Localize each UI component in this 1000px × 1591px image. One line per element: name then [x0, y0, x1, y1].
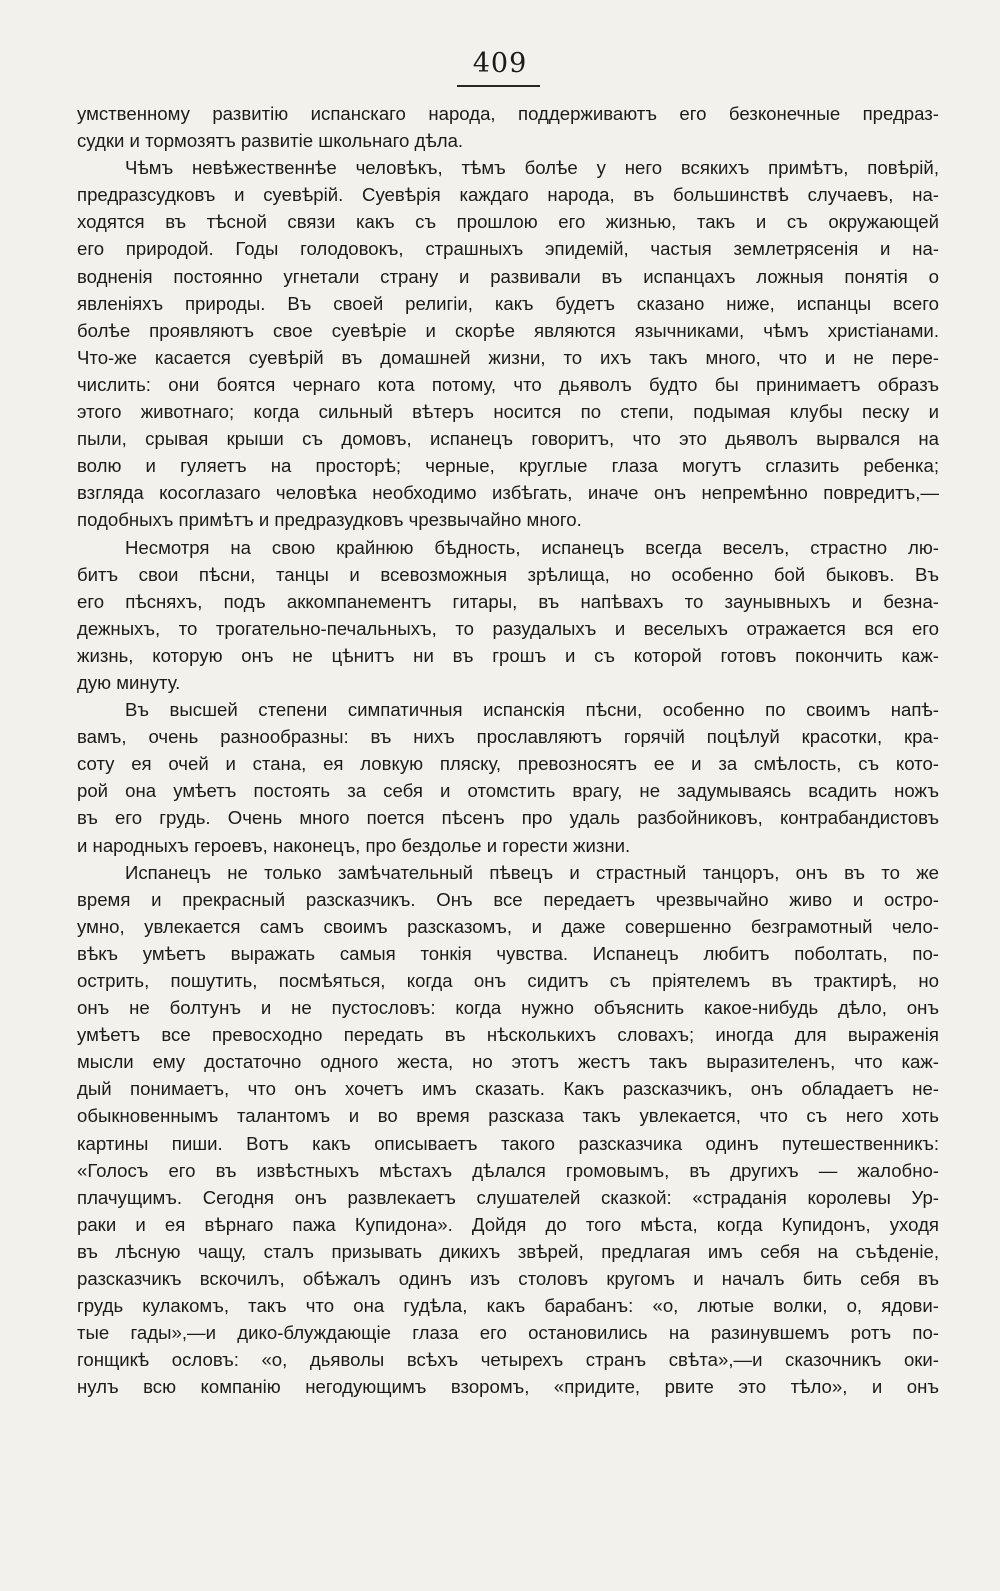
text-line: время и прекрасный разсказчикъ. Онъ все передаетъ чрезвычайно живо и остро-	[77, 888, 939, 910]
text-line: мысли ему достаточно одного жеста, но этотъ жестъ такъ выразителенъ, что каж-	[77, 1051, 939, 1073]
text-line: ходятся въ тѣсной связи какъ съ прошлою его жизнью, такъ и съ окружающей	[77, 211, 939, 233]
text-line: пыли, срывая крыши съ домовъ, испанецъ говоритъ, что это дьяволъ вырвался на	[77, 428, 939, 450]
text-line: жизнь, которую онъ не цѣнитъ ни въ грошъ и съ которой готовъ покончить каж-	[77, 644, 939, 666]
text-line: тые гады»,—и дико-блуждающіе глаза его остановились на разинувшемъ ротъ по-	[77, 1322, 939, 1344]
text-line: въ лѣсную чащу, сталъ призывать дикихъ звѣрей, предлагая имъ себя на съѣденіе,	[77, 1240, 939, 1262]
text-line: Что-же касается суевѣрій въ домашней жизни, то ихъ такъ много, что и не пере-	[77, 346, 939, 368]
text-line: явленіяхъ природы. Въ своей религіи, какъ будетъ сказано ниже, испанцы всего	[77, 292, 939, 314]
text-line: Несмотря на свою крайнюю бѣдность, испанецъ всегда веселъ, страстно лю-	[125, 536, 939, 558]
text-line: дую минуту.	[77, 671, 181, 693]
text-line: разсказчикъ вскочилъ, обѣжалъ одинъ изъ столовъ кругомъ и началъ бить себя въ	[77, 1268, 939, 1290]
text-line: умно, увлекается самъ своимъ разсказомъ, и даже совершенно безграмотный чело-	[77, 915, 939, 937]
text-line: онъ не болтунъ и не пустословъ: когда нужно объяснить какое-нибудь дѣло, онъ	[77, 997, 939, 1019]
text-line: болѣе проявляютъ свое суевѣріе и скорѣе являются язычниками, чѣмъ христіанами.	[77, 319, 939, 341]
text-line: вѣкъ умѣетъ выражать самыя тонкія чувства. Испанецъ любитъ поболтать, по-	[77, 942, 939, 964]
header-rule	[457, 85, 540, 87]
text-line: предразсудковъ и суевѣрій. Суевѣрія каждаго народа, въ большинствѣ случаевъ, на-	[77, 184, 939, 206]
text-line: нулъ всю компанію негодующимъ взоромъ, «придите, рвите это тѣло», и онъ	[77, 1376, 939, 1398]
text-line: этого животнаго; когда сильный вѣтеръ носится по степи, подымая клубы песку и	[77, 401, 939, 423]
text-line: плачущимъ. Сегодня онъ развлекаетъ слушателей сказкой: «страданія королевы Ур-	[77, 1186, 939, 1208]
text-line: въ его грудь. Очень много поется пѣсенъ про удаль разбойниковъ, контрабандистовъ	[77, 807, 939, 829]
text-line: Чѣмъ невѣжественнѣе человѣкъ, тѣмъ болѣе у него всякихъ примѣтъ, повѣрій,	[125, 157, 939, 179]
text-line: битъ свои пѣсни, танцы и всевозможныя зрѣлища, но особенно бой быковъ. Въ	[77, 563, 939, 585]
text-line: рой она умѣетъ постоять за себя и отомстить врагу, не задумываясь всадить ножъ	[77, 780, 939, 802]
text-line: умственному развитію испанскаго народа, поддерживаютъ его безконечные предраз-	[77, 103, 939, 124]
text-line: волю и гуляетъ на просторѣ; черные, круглые глаза могутъ сглазить ребенка;	[77, 455, 939, 477]
text-line: его пѣсняхъ, подъ аккомпанементъ гитары, въ напѣвахъ то заунывныхъ и безна-	[77, 590, 939, 612]
text-line: гонщикѣ ословъ: «о, дьяволы всѣхъ четырехъ странъ свѣта»,—и сказочникъ оки-	[77, 1349, 939, 1371]
text-line: его природой. Годы голодовокъ, страшныхъ эпидемій, частыя землетрясенія и на-	[77, 238, 939, 260]
text-line: судки и тормозятъ развитіе школьнаго дѣла.	[77, 130, 464, 152]
page-number: 409	[472, 48, 528, 79]
text-line: подобныхъ примѣтъ и предразудковъ чрезвычайно много.	[77, 509, 582, 531]
text-line: обыкновеннымъ талантомъ и во время разсказа такъ увлекается, что съ него хоть	[77, 1105, 939, 1127]
text-line: и народныхъ героевъ, наконецъ, про бездолье и горести жизни.	[77, 834, 631, 856]
text-line: взгляда косоглазаго человѣка необходимо избѣгать, иначе онъ непремѣнно повредитъ,—	[77, 482, 939, 504]
text-line: «Голосъ его въ извѣстныхъ мѣстахъ дѣлался громовымъ, въ другихъ — жалобно-	[77, 1159, 939, 1181]
text-line: числить: они боятся чернаго кота потому, что дьяволъ будто бы принимаетъ образъ	[77, 373, 939, 395]
text-line: картины пиши. Вотъ какъ описываетъ такого разсказчика одинъ путешественникъ:	[77, 1132, 939, 1154]
text-line: соту ея очей и стана, ея ловкую пляску, превозносятъ ее и за смѣлость, съ кото-	[77, 753, 939, 775]
text-line: водненія постоянно угнетали страну и развивали въ испанцахъ ложныя понятія о	[77, 265, 939, 287]
text-line: острить, пошутить, посмѣяться, когда онъ сидитъ съ пріятелемъ въ трактирѣ, но	[77, 970, 939, 991]
text-line: дежныхъ, то трогательно-печальныхъ, то разудалыхъ и веселыхъ отражается вся его	[77, 617, 939, 639]
text-line: умѣетъ все превосходно передать въ нѣсколькихъ словахъ; иногда для выраженія	[77, 1024, 939, 1046]
body-text	[77, 100, 939, 1401]
text-line: Испанецъ не только замѣчательный пѣвецъ и страстный танцоръ, онъ въ то же	[125, 861, 939, 883]
text-line: грудь кулакомъ, такъ что она гудѣла, какъ барабанъ: «о, лютые волки, о, ядови-	[77, 1295, 939, 1317]
text-line: Въ высшей степени симпатичныя испанскія пѣсни, особенно по своимъ напѣ-	[125, 699, 939, 721]
text-line: дый понимаетъ, что онъ хочетъ имъ сказать. Какъ разсказчикъ, онъ обладаетъ не-	[77, 1078, 939, 1100]
text-line: раки и ея вѣрнаго пажа Купидона». Дойдя до того мѣста, когда Купидонъ, уходя	[77, 1213, 939, 1235]
text-line: вамъ, очень разнообразны: въ нихъ прославляютъ горячій поцѣлуй красотки, кра-	[77, 726, 939, 748]
